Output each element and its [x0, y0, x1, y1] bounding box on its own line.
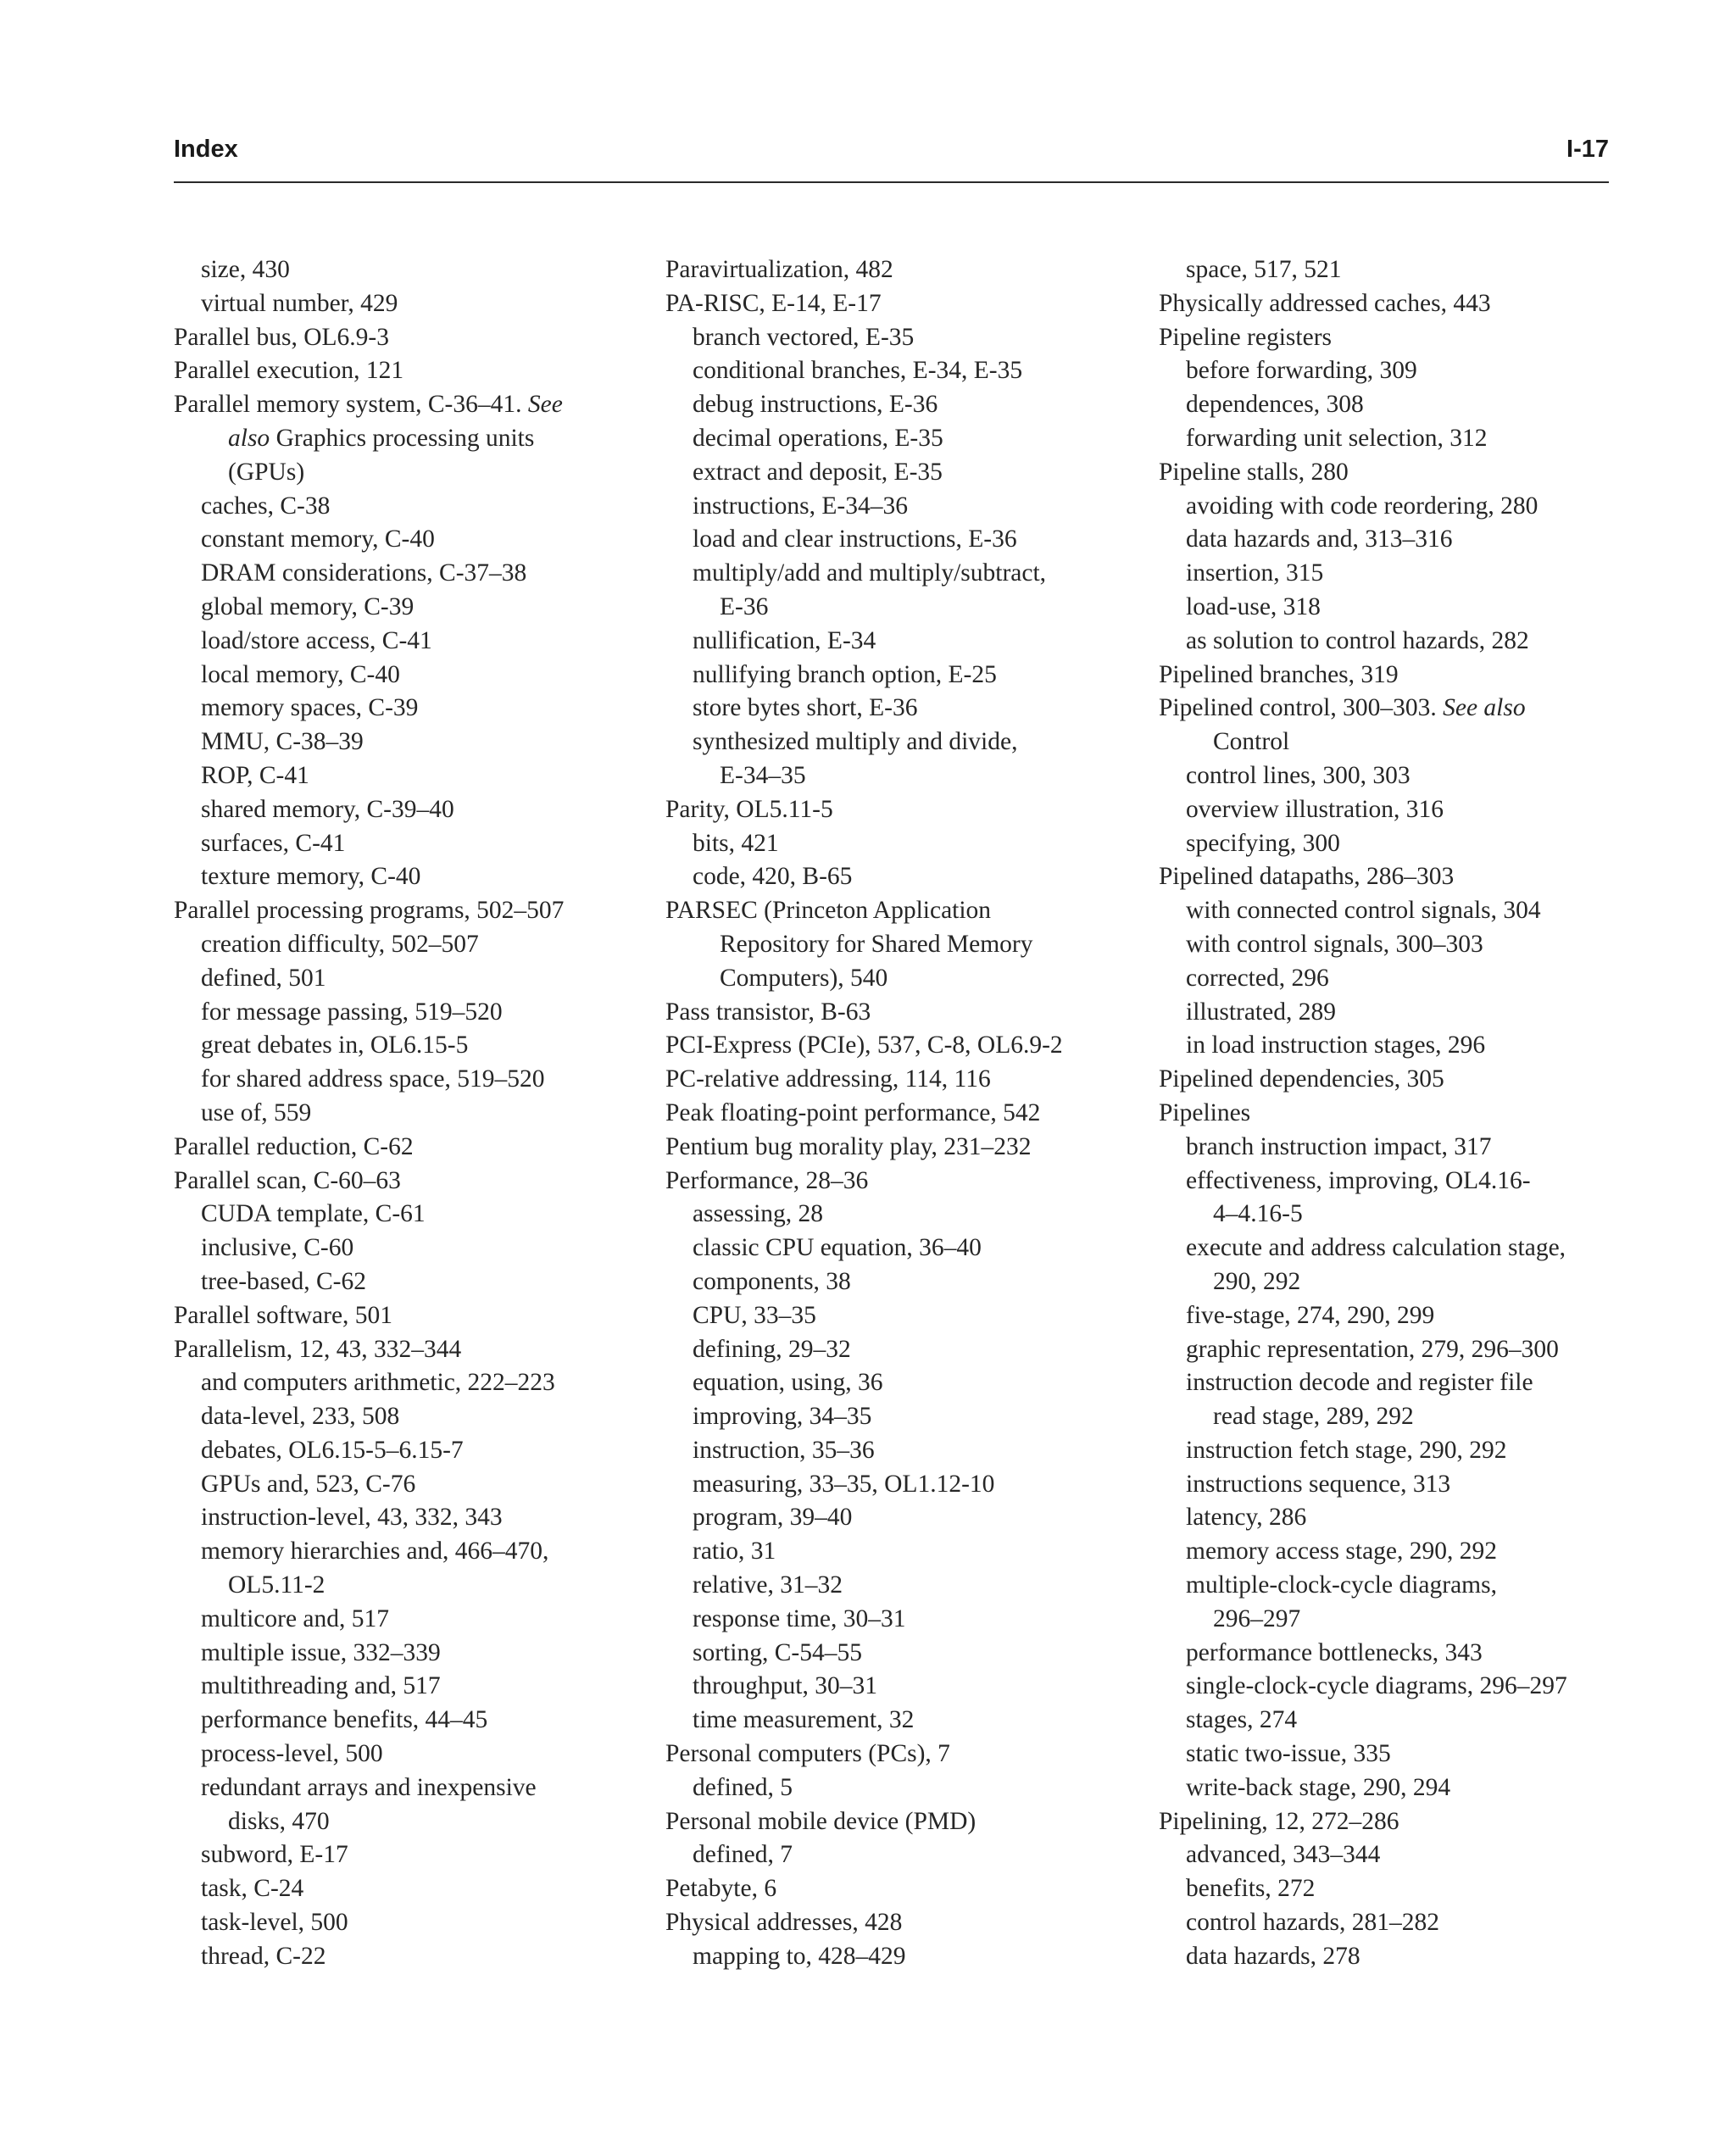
index-entry: texture memory, C-40	[201, 863, 421, 891]
index-entry: Personal computers (PCs), 7	[665, 1740, 950, 1768]
index-entry: Pipelines	[1159, 1098, 1251, 1126]
index-entry: time measurement, 32	[693, 1706, 915, 1734]
index-entry: Paravirtualization, 482	[665, 256, 893, 283]
index-entry: use of, 559	[201, 1098, 312, 1126]
index-entry: with control signals, 300–303	[1186, 930, 1483, 958]
index-entry: branch vectored, E-35	[693, 323, 915, 351]
index-entry: performance benefits, 44–45	[201, 1706, 488, 1734]
index-entry: global memory, C-39	[201, 592, 415, 620]
index-entry: GPUs and, 523, C-76	[201, 1470, 416, 1498]
index-entry: mapping to, 428–429	[693, 1942, 906, 1970]
index-entry: instructions sequence, 313	[1186, 1470, 1451, 1498]
index-entry: inclusive, C-60	[201, 1234, 354, 1262]
index-entry: for shared address space, 519–520	[201, 1065, 545, 1093]
index-entry: defined, 7	[693, 1841, 793, 1869]
index-entry: with connected control signals, 304	[1186, 897, 1541, 925]
index-entry: stages, 274	[1186, 1706, 1298, 1734]
index-column-2	[665, 253, 1140, 1974]
see-also-label: also	[228, 424, 270, 452]
index-entry: CPU, 33–35	[693, 1301, 816, 1329]
index-entry: write-back stage, 290, 294	[1186, 1773, 1451, 1801]
index-entry: subword, E-17	[201, 1841, 348, 1869]
index-entry: before forwarding, 309	[1186, 357, 1417, 385]
entry-text: Parallel memory system, C-36–41.	[174, 391, 528, 419]
index-entry: control hazards, 281–282	[1186, 1909, 1440, 1937]
index-entry: Petabyte, 6	[665, 1875, 777, 1903]
index-entry: caches, C-38	[201, 492, 331, 520]
index-entry: PCI-Express (PCIe), 537, C-8, OL6.9-2	[665, 1032, 1063, 1059]
index-entry: avoiding with code reordering, 280	[1186, 492, 1538, 520]
index-entry: Computers), 540	[720, 964, 888, 992]
index-entry: Pipeline stalls, 280	[1159, 458, 1349, 486]
index-entry: multiple-clock-cycle diagrams,	[1186, 1571, 1497, 1599]
index-entry: dependences, 308	[1186, 391, 1364, 419]
index-entry: E-34–35	[720, 761, 806, 789]
index-entry: Repository for Shared Memory	[720, 930, 1033, 958]
index-entry: data hazards, 278	[1186, 1942, 1360, 1970]
index-entry: nullification, E-34	[693, 626, 876, 654]
index-entry	[174, 422, 648, 456]
index-entry: surfaces, C-41	[201, 829, 346, 857]
index-entry: multicore and, 517	[201, 1604, 390, 1632]
index-entry: and computers arithmetic, 222–223	[201, 1369, 555, 1397]
index-entry: sorting, C-54–55	[693, 1638, 862, 1666]
index-entry: size, 430	[201, 256, 290, 283]
index-entry: disks, 470	[228, 1807, 330, 1835]
index-entry: ratio, 31	[693, 1538, 776, 1565]
index-entry: program, 39–40	[693, 1504, 853, 1532]
index-entry: decimal operations, E-35	[693, 424, 943, 452]
index-entry: MMU, C-38–39	[201, 728, 364, 756]
index-entry: Parallel reduction, C-62	[174, 1132, 414, 1160]
index-entry: constant memory, C-40	[201, 526, 435, 553]
index-entry: relative, 31–32	[693, 1571, 843, 1599]
index-entry: ROP, C-41	[201, 761, 309, 789]
index-entry: load/store access, C-41	[201, 626, 432, 654]
index-entry	[174, 388, 648, 422]
index-entry: insertion, 315	[1186, 559, 1324, 587]
index-entry: Pass transistor, B-63	[665, 998, 871, 1026]
index-entry: instruction, 35–36	[693, 1436, 875, 1464]
index-entry: process-level, 500	[201, 1740, 383, 1768]
index-entry: Performance, 28–36	[665, 1166, 869, 1194]
index-entry: components, 38	[693, 1267, 851, 1295]
index-entry: task, C-24	[201, 1875, 304, 1903]
index-entry: nullifying branch option, E-25	[693, 660, 997, 688]
index-entry: instruction-level, 43, 332, 343	[201, 1504, 503, 1532]
index-entry: memory access stage, 290, 292	[1186, 1538, 1498, 1565]
index-column-1	[174, 253, 648, 1974]
index-entry: Parallel bus, OL6.9-3	[174, 323, 389, 351]
entry-text: Pipelined control, 300–303.	[1159, 694, 1444, 722]
index-entry	[1159, 692, 1616, 726]
index-entry: Control	[1213, 728, 1290, 756]
index-entry: Physically addressed caches, 443	[1159, 289, 1491, 317]
index-entry: PC-relative addressing, 114, 116	[665, 1065, 991, 1093]
index-entry: as solution to control hazards, 282	[1186, 626, 1529, 654]
index-entry: response time, 30–31	[693, 1604, 906, 1632]
index-entry: memory spaces, C-39	[201, 694, 419, 722]
index-entry: instruction decode and register file	[1186, 1369, 1533, 1397]
index-entry: throughput, 30–31	[693, 1672, 877, 1700]
index-entry: defined, 501	[201, 964, 326, 992]
index-entry: load-use, 318	[1186, 592, 1321, 620]
index-entry: Pipelined datapaths, 286–303	[1159, 863, 1455, 891]
index-entry: overview illustration, 316	[1186, 795, 1444, 823]
index-entry: local memory, C-40	[201, 660, 400, 688]
index-entry: assessing, 28	[693, 1200, 824, 1228]
index-entry: code, 420, B-65	[693, 863, 853, 891]
index-entry: for message passing, 519–520	[201, 998, 503, 1026]
index-entry: Parity, OL5.11-5	[665, 795, 833, 823]
index-column-3	[1159, 253, 1616, 1974]
index-entry: latency, 286	[1186, 1504, 1307, 1532]
index-entry: Physical addresses, 428	[665, 1909, 903, 1937]
index-entry: bits, 421	[693, 829, 779, 857]
index-entry: PARSEC (Princeton Application	[665, 897, 992, 925]
see-also-label: See also	[1443, 694, 1526, 722]
index-entry: instruction fetch stage, 290, 292	[1186, 1436, 1507, 1464]
index-entry: Parallel execution, 121	[174, 357, 404, 385]
index-entry: Peak floating-point performance, 542	[665, 1098, 1041, 1126]
index-entry: defined, 5	[693, 1773, 793, 1801]
index-entry: (GPUs)	[228, 458, 305, 486]
index-entry: read stage, 289, 292	[1213, 1403, 1414, 1431]
index-entry: debug instructions, E-36	[693, 391, 938, 419]
index-entry: static two-issue, 335	[1186, 1740, 1391, 1768]
index-entry: PA-RISC, E-14, E-17	[665, 289, 882, 317]
index-entry: memory hierarchies and, 466–470,	[201, 1538, 549, 1565]
index-entry: store bytes short, E-36	[693, 694, 918, 722]
index-entry: synthesized multiply and divide,	[693, 728, 1018, 756]
index-entry: specifying, 300	[1186, 829, 1340, 857]
index-entry: Pipelining, 12, 272–286	[1159, 1807, 1399, 1835]
index-entry: multithreading and, 517	[201, 1672, 441, 1700]
index-entry: space, 517, 521	[1186, 256, 1342, 283]
index-entry: debates, OL6.15-5–6.15-7	[201, 1436, 464, 1464]
index-entry: Parallelism, 12, 43, 332–344	[174, 1335, 462, 1363]
index-entry: Personal mobile device (PMD)	[665, 1807, 976, 1835]
index-entry: great debates in, OL6.15-5	[201, 1032, 469, 1059]
index-entry: control lines, 300, 303	[1186, 761, 1410, 789]
index-entry: data-level, 233, 508	[201, 1403, 400, 1431]
index-entry: conditional branches, E-34, E-35	[693, 357, 1023, 385]
index-entry: classic CPU equation, 36–40	[693, 1234, 982, 1262]
index-entry: Pipeline registers	[1159, 323, 1332, 351]
see-also-label: See	[527, 391, 563, 419]
index-entry: forwarding unit selection, 312	[1186, 424, 1488, 452]
index-entry: 4–4.16-5	[1213, 1200, 1303, 1228]
index-entry: redundant arrays and inexpensive	[201, 1773, 537, 1801]
index-entry: Parallel software, 501	[174, 1301, 393, 1329]
index-entry: improving, 34–35	[693, 1403, 872, 1431]
index-entry: multiple issue, 332–339	[201, 1638, 441, 1666]
index-entry: Pentium bug morality play, 231–232	[665, 1132, 1032, 1160]
page-header	[174, 127, 1609, 183]
index-entry: data hazards and, 313–316	[1186, 526, 1453, 553]
index-entry: Parallel processing programs, 502–507	[174, 897, 565, 925]
index-entry: measuring, 33–35, OL1.12-10	[693, 1470, 995, 1498]
index-entry: CUDA template, C-61	[201, 1200, 426, 1228]
index-entry: branch instruction impact, 317	[1186, 1132, 1492, 1160]
index-entry: load and clear instructions, E-36	[693, 526, 1017, 553]
index-entry: instructions, E-34–36	[693, 492, 909, 520]
index-entry: single-clock-cycle diagrams, 296–297	[1186, 1672, 1567, 1700]
index-entry: E-36	[720, 592, 769, 620]
index-entry: Parallel scan, C-60–63	[174, 1166, 401, 1194]
index-entry: execute and address calculation stage,	[1186, 1234, 1566, 1262]
index-entry: virtual number, 429	[201, 289, 398, 317]
index-entry: thread, C-22	[201, 1942, 326, 1970]
index-entry: five-stage, 274, 290, 299	[1186, 1301, 1435, 1329]
entry-text: Graphics processing units	[270, 424, 535, 452]
index-entry: task-level, 500	[201, 1909, 348, 1937]
index-entry: shared memory, C-39–40	[201, 795, 454, 823]
index-entry: performance bottlenecks, 343	[1186, 1638, 1483, 1666]
index-entry: tree-based, C-62	[201, 1267, 366, 1295]
index-entry: in load instruction stages, 296	[1186, 1032, 1486, 1059]
index-entry: creation difficulty, 502–507	[201, 930, 479, 958]
index-entry: Pipelined dependencies, 305	[1159, 1065, 1444, 1093]
index-entry: 296–297	[1213, 1604, 1301, 1632]
index-entry: equation, using, 36	[693, 1369, 883, 1397]
index-entry: effectiveness, improving, OL4.16-	[1186, 1166, 1531, 1194]
section-title: Index	[174, 136, 238, 163]
index-entry: defining, 29–32	[693, 1335, 851, 1363]
index-entry: OL5.11-2	[228, 1571, 326, 1599]
page-number: I-17	[1566, 136, 1609, 163]
index-entry: DRAM considerations, C-37–38	[201, 559, 527, 587]
index-entry: 290, 292	[1213, 1267, 1301, 1295]
index-entry: graphic representation, 279, 296–300	[1186, 1335, 1559, 1363]
index-entry: Pipelined branches, 319	[1159, 660, 1399, 688]
index-entry: advanced, 343–344	[1186, 1841, 1381, 1869]
index-entry: multiply/add and multiply/subtract,	[693, 559, 1047, 587]
index-entry: extract and deposit, E-35	[693, 458, 943, 486]
index-entry: illustrated, 289	[1186, 998, 1336, 1026]
index-entry: benefits, 272	[1186, 1875, 1316, 1903]
index-entry: corrected, 296	[1186, 964, 1329, 992]
